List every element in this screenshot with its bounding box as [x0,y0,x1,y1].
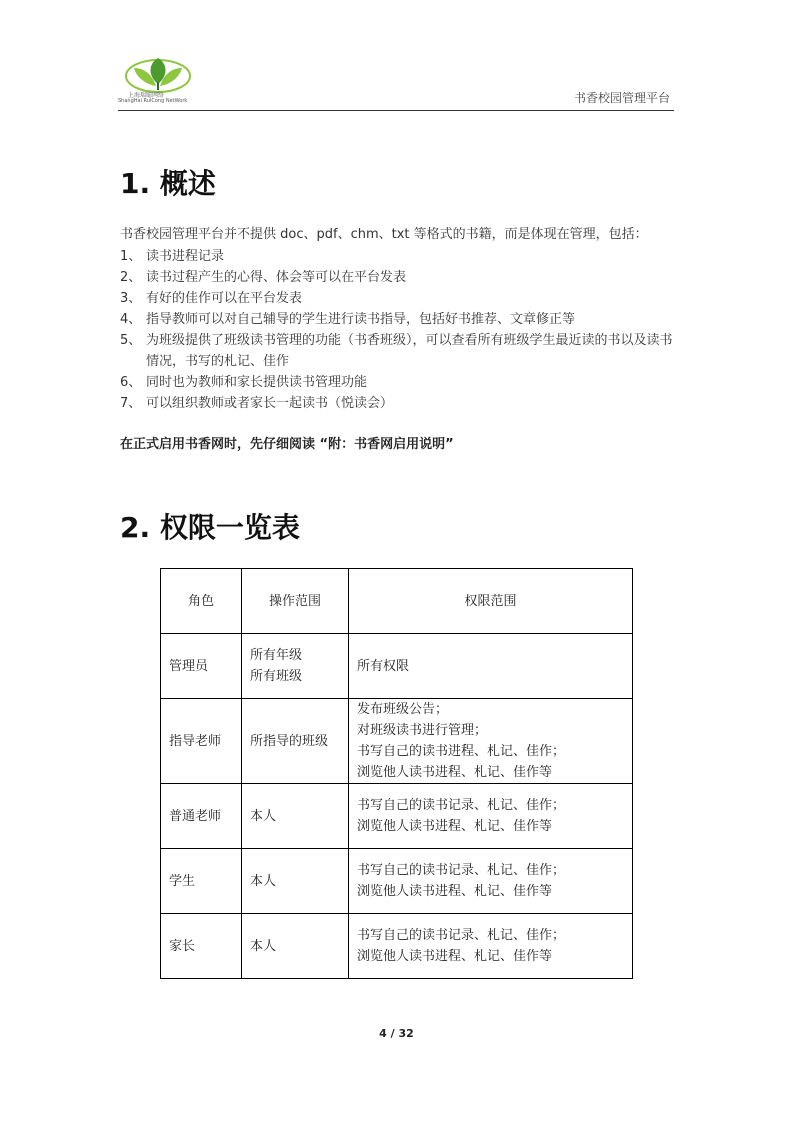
role-cell: 学生 [161,849,242,914]
table-row [161,699,633,784]
page-header [118,50,674,111]
table-row [161,849,633,914]
platform-title: 书香校园管理平台 [573,91,670,105]
list-item-number: 6、 [120,375,142,390]
scope-line: 所有班级 [250,669,303,684]
list-item [120,393,680,414]
company-logo [118,54,198,106]
role-cell: 指导老师 [161,699,242,784]
list-item-text: 可以组织教师或者家长一起读书（悦读会） [146,396,394,411]
role-cell: 管理员 [161,634,242,699]
list-item-text: 读书过程产生的心得、体会等可以在平台发表 [146,270,407,285]
scope-line: 本人 [250,808,277,824]
table-row [161,634,633,699]
scope-cell [242,849,349,914]
scope-line: 所指导的班级 [250,733,329,749]
section-heading-permissions: 2. 权限一览表 [120,511,300,544]
feature-list [120,246,680,414]
list-item-text: 读书进程记录 [146,249,225,264]
permission-cell [349,699,633,784]
scope-line: 本人 [250,873,277,889]
list-item [120,288,680,309]
list-item [120,309,680,330]
permission-cell [349,634,633,699]
scope-cell [242,634,349,699]
logo-cn-text: 上海瑞聪网络 [128,92,165,99]
list-item [120,246,680,267]
permission-line: 发布班级公告； [357,702,449,717]
scope-line: 本人 [250,938,277,954]
column-header-scope: 操作范围 [242,569,349,634]
permission-line: 浏览他人读书进程、札记、佳作等 [357,819,553,834]
list-item-number: 1、 [120,249,142,264]
permission-line: 书写自己的读书记录、札记、佳作； [357,863,566,878]
column-header-permissions: 权限范围 [349,569,633,634]
list-item-text: 有好的佳作可以在平台发表 [146,291,303,306]
list-item [120,330,680,372]
list-item-number: 7、 [120,396,142,411]
column-header-role: 角色 [161,569,242,634]
permissions-table [160,568,633,979]
table-header-row [161,569,633,634]
permission-line: 浏览他人读书进程、札记、佳作等 [357,765,553,780]
section-heading-overview: 1. 概述 [120,167,216,200]
overview-intro: 书香校园管理平台并不提供 doc、pdf、chm、txt 等格式的书籍，而是体现在管理，包括： [120,227,648,242]
permission-line: 书写自己的读书记录、札记、佳作； [357,928,566,943]
list-item-text: 为班级提供了班级读书管理的功能（书香班级），可以查看所有班级学生最近读的书以及读书情况，书写的札记、佳作 [146,333,673,369]
logo-en-text: ShangHai RuiCong NetWork [118,98,188,104]
scope-cell [242,699,349,784]
list-item-text: 同时也为教师和家长提供读书管理功能 [146,375,368,390]
role-cell: 家长 [161,914,242,979]
role-cell: 普通老师 [161,784,242,849]
table-row [161,914,633,979]
list-item-number: 3、 [120,291,142,306]
permission-cell [349,849,633,914]
list-item-number: 2、 [120,270,142,285]
permission-cell [349,914,633,979]
list-item-text: 指导教师可以对自己辅导的学生进行读书指导，包括好书推荐、文章修正等 [146,312,576,327]
leaf-logo-icon [118,54,198,94]
permission-cell [349,784,633,849]
scope-cell [242,784,349,849]
permission-line: 所有权限 [357,658,410,674]
scope-line: 所有年级 [250,648,303,663]
page-number: 4 / 32 [379,1027,414,1040]
permission-line: 浏览他人读书进程、札记、佳作等 [357,949,553,964]
scope-cell [242,914,349,979]
notice-text: 在正式启用书香网时，先仔细阅读 “附：书香网启用说明” [120,437,454,452]
list-item-number: 5、 [120,333,142,348]
list-item-number: 4、 [120,312,142,327]
list-item [120,372,680,393]
list-item [120,267,680,288]
permission-line: 书写自己的读书记录、札记、佳作； [357,798,566,813]
permission-line: 书写自己的读书进程、札记、佳作； [357,744,566,759]
permission-line: 浏览他人读书进程、札记、佳作等 [357,884,553,899]
permission-line: 对班级读书进行管理； [357,723,488,738]
table-row [161,784,633,849]
